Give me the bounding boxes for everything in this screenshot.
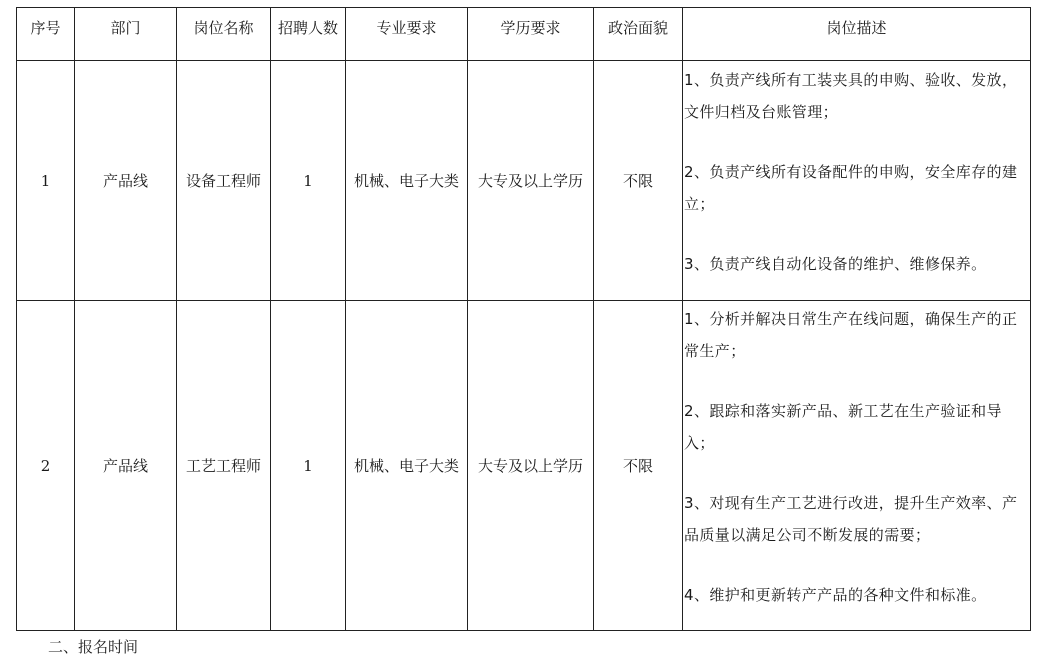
description-item: 4、维护和更新转产产品的各种文件和标准。 [684, 586, 987, 604]
header-major: 专业要求 [346, 8, 468, 61]
header-index: 序号 [17, 8, 75, 61]
description-item: 2、跟踪和落实新产品、新工艺在生产验证和导入； [684, 402, 1002, 452]
cell-department: 产品线 [75, 301, 177, 631]
job-table [16, 7, 1031, 631]
header-headcount: 招聘人数 [271, 8, 346, 61]
cell-major: 机械、电子大类 [346, 301, 468, 631]
cell-description [683, 61, 1031, 301]
cell-position-title: 设备工程师 [177, 61, 271, 301]
cell-index: 2 [17, 301, 75, 631]
cell-education: 大专及以上学历 [468, 61, 594, 301]
description-item: 3、负责产线自动化设备的维护、维修保养。 [684, 255, 987, 273]
description-item: 1、负责产线所有工装夹具的申购、验收、发放，文件归档及台账管理； [684, 71, 1018, 121]
cell-education: 大专及以上学历 [468, 301, 594, 631]
header-description: 岗位描述 [683, 8, 1031, 61]
cell-index: 1 [17, 61, 75, 301]
header-education: 学历要求 [468, 8, 594, 61]
table-row [17, 301, 1031, 631]
cell-headcount: 1 [271, 61, 346, 301]
cell-political-status: 不限 [594, 301, 683, 631]
description-item: 3、对现有生产工艺进行改进，提升生产效率、产品质量以满足公司不断发展的需要； [684, 494, 1018, 544]
header-position-title: 岗位名称 [177, 8, 271, 61]
cell-major: 机械、电子大类 [346, 61, 468, 301]
table-row [17, 61, 1031, 301]
section-heading-registration-time: 二、报名时间 [48, 638, 139, 656]
cell-department: 产品线 [75, 61, 177, 301]
header-department: 部门 [75, 8, 177, 61]
description-item: 1、分析并解决日常生产在线问题，确保生产的正常生产； [684, 310, 1018, 360]
cell-headcount: 1 [271, 301, 346, 631]
cell-position-title: 工艺工程师 [177, 301, 271, 631]
description-item: 2、负责产线所有设备配件的申购，安全库存的建立； [684, 163, 1018, 213]
table-header-row [17, 8, 1031, 61]
cell-description [683, 301, 1031, 631]
header-political-status: 政治面貌 [594, 8, 683, 61]
cell-political-status: 不限 [594, 61, 683, 301]
